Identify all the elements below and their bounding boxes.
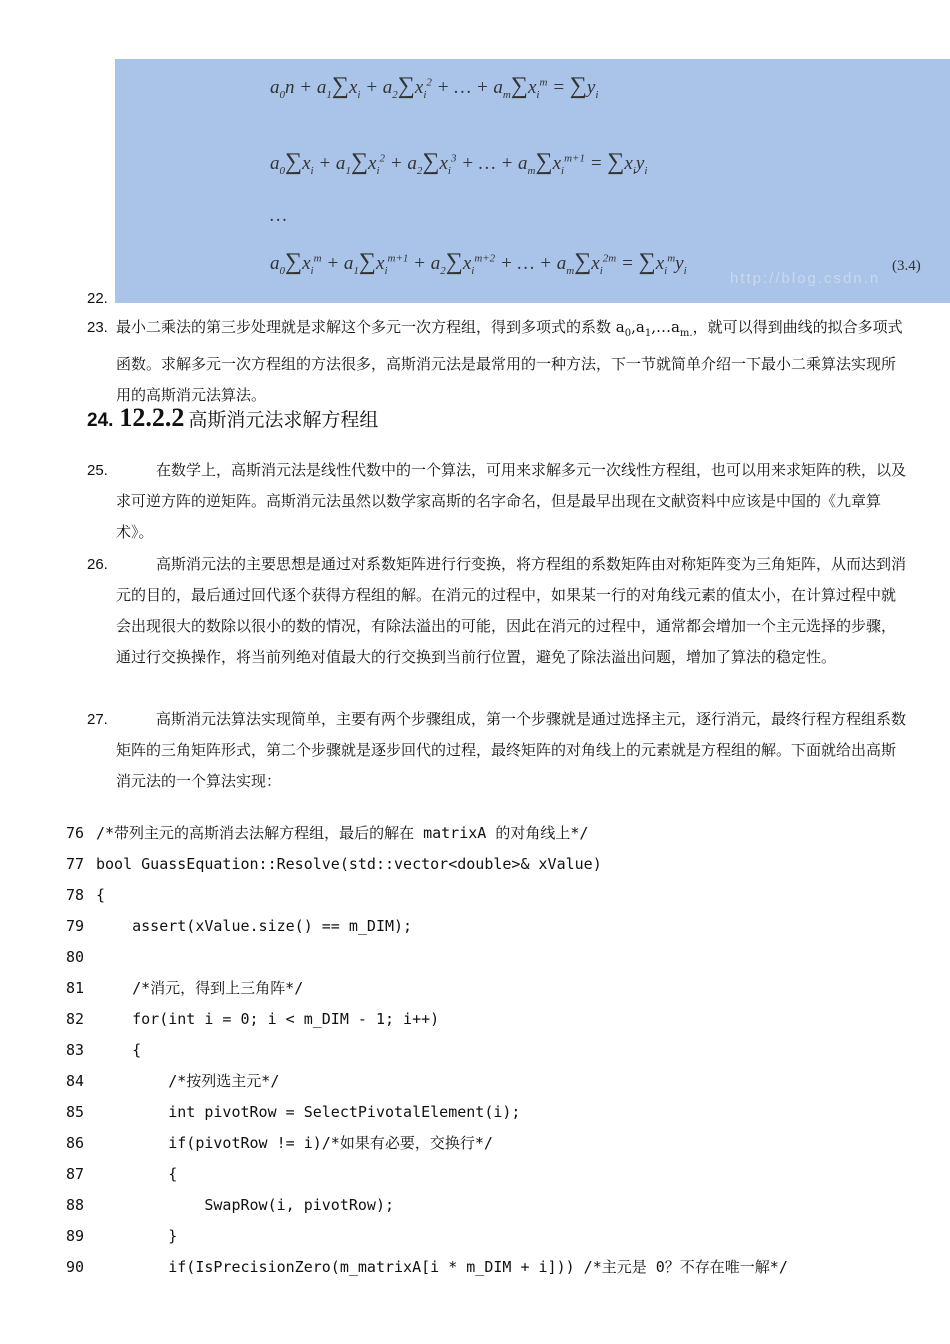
paragraph-26-text: 高斯消元法的主要思想是通过对系数矩阵进行行变换，将方程组的系数矩阵由对称矩阵变为三角矩阵，从而达到消元的目的，最后通过回代逐个获得方程组的解。在消元的过程中，如果某一行的对角线元素的值太小，在计算过程中就会出现很大的数除以很小的数的情况，有除法溢出的可能，因此在消元的过程中，通常都会增加一个主元选择的步骤，通过行交换操作，将当前列绝对值最大的行交换到当前行位置，避免了除法溢出问题，增加了算法的稳定性。 [116, 555, 907, 666]
code-text: if(IsPrecisionZero(m_matrixA[i * m_DIM + i])) /*主元是 0？不存在唯一解*/ [96, 1258, 788, 1276]
line-number: 86 [66, 1134, 85, 1152]
code-text: /*带列主元的高斯消去法解方程组，最后的解在 matrixA 的对角线上*/ [96, 824, 589, 842]
code-line [66, 1004, 788, 1035]
line-number: 84 [66, 1072, 85, 1090]
code-text: int pivotRow = SelectPivotalElement(i); [96, 1103, 521, 1121]
code-line [66, 818, 788, 849]
code-text: assert(xValue.size() == m_DIM); [96, 917, 413, 935]
paragraph-23-text-b: ，就可以得到曲线的拟合多项式函数。求解多元一次方程组的方法很多，高斯消元法是最常用的一种方法，下一节就简单介绍一下最小二乘算法实现所用的高斯消元法算法。 [116, 318, 903, 404]
item-number-22: 22. [87, 290, 108, 307]
equation-line-2: $a_0\sum x_i + a_1\sum x_i^2 + a_2\sum x_i^3$ + … + $a_m\sum x_i^{m+1} = \sum x_iy_i$ [270, 149, 648, 177]
line-number: 78 [66, 886, 85, 904]
code-line [66, 911, 788, 942]
equation-line-3: $a_0\sum x_i^m + a_1\sum x_i^{m+1} + a_2\sum x_i^{m+2}$ + … + $a_m\sum x_i^{2m} = \sum x_i^my_i$ [270, 249, 687, 277]
code-line [66, 973, 788, 1004]
code-text: SwapRow(i, pivotRow); [96, 1196, 395, 1214]
code-line [66, 1159, 788, 1190]
line-number: 89 [66, 1227, 85, 1245]
code-text: for(int i = 0; i < m_DIM - 1; i++) [96, 1010, 440, 1028]
item-number-24: 24. [87, 410, 114, 431]
code-line [66, 1190, 788, 1221]
item-number-26: 26. [87, 556, 108, 573]
line-number: 76 [66, 824, 85, 842]
line-number: 88 [66, 1196, 85, 1214]
paragraph-26 [116, 549, 906, 673]
line-number: 82 [66, 1010, 85, 1028]
paragraph-25-text: 在数学上，高斯消元法是线性代数中的一个算法，可用来求解多元一次线性方程组，也可以用来求矩阵的秩，以及求可逆方阵的逆矩阵。高斯消元法虽然以数学家高斯的名字命名，但是最早出现在文献资料中应该是中国的《九章算术》。 [116, 461, 907, 541]
equation-line-1: $a_0n + a_1\sum x_i + a_2\sum x_i^2$ + … + $a_m\sum x_i^m = \sum y_i$ [270, 73, 599, 101]
equation-image [115, 59, 950, 303]
line-number: 87 [66, 1165, 85, 1183]
watermark: http://blog.csdn.n [730, 270, 881, 287]
code-text: { [96, 1041, 142, 1059]
paragraph-25 [116, 455, 906, 548]
code-text: } [96, 1227, 178, 1245]
code-line [66, 1035, 788, 1066]
code-line [66, 849, 788, 880]
code-line [66, 880, 788, 911]
code-text: { [96, 1165, 178, 1183]
line-number: 83 [66, 1041, 85, 1059]
equation-number: (3.4) [892, 258, 921, 274]
paragraph-27 [116, 704, 906, 797]
section-number: 12.2.2 [119, 403, 185, 432]
code-line [66, 1066, 788, 1097]
code-line [66, 1128, 788, 1159]
code-text: { [96, 886, 106, 904]
line-number: 90 [66, 1258, 85, 1276]
section-heading [87, 403, 378, 433]
code-line [66, 942, 788, 973]
line-number: 79 [66, 917, 85, 935]
code-line [66, 1252, 788, 1283]
paragraph-23-text-a: 最小二乘法的第三步处理就是求解这个多元一次方程组，得到多项式的系数 a [116, 318, 625, 336]
line-number: 81 [66, 979, 85, 997]
section-title: 高斯消元法求解方程组 [188, 409, 379, 431]
item-number-23: 23. [87, 319, 108, 336]
paragraph-23: 最小二乘法的第三步处理就是求解这个多元一次方程组，得到多项式的系数 $a_0,a_1,\dots a_{m.}$，就可以得到曲线的拟合多项式函数。求解多元一次方程组的方法很多，高斯消元法是最常用的一种方法，下一节就简单介绍一下最小二乘算法实现所用的高斯消元法算法。 [116, 318, 903, 404]
paragraph-27-text: 高斯消元法算法实现简单，主要有两个步骤组成，第一个步骤就是通过选择主元，逐行消元，最终行程方程组系数矩阵的三角矩阵形式，第二个步骤就是逐步回代的过程，最终矩阵的对角线上的元素就是方程组的解。下面就给出高斯消元法的一个算法实现： [116, 710, 907, 790]
code-text: /*按列选主元*/ [96, 1072, 280, 1090]
line-number: 80 [66, 948, 85, 966]
code-listing [66, 818, 788, 1283]
code-line [66, 1097, 788, 1128]
line-number: 85 [66, 1103, 85, 1121]
line-number: 77 [66, 855, 85, 873]
code-text: bool GuassEquation::Resolve(std::vector<double>& xValue) [96, 855, 602, 873]
equation-ellipsis: … [270, 205, 287, 226]
code-text: /*消元，得到上三角阵*/ [96, 979, 304, 997]
item-number-25: 25. [87, 462, 108, 479]
code-text: if(pivotRow != i)/*如果有必要，交换行*/ [96, 1134, 493, 1152]
code-line [66, 1221, 788, 1252]
item-number-27: 27. [87, 711, 108, 728]
